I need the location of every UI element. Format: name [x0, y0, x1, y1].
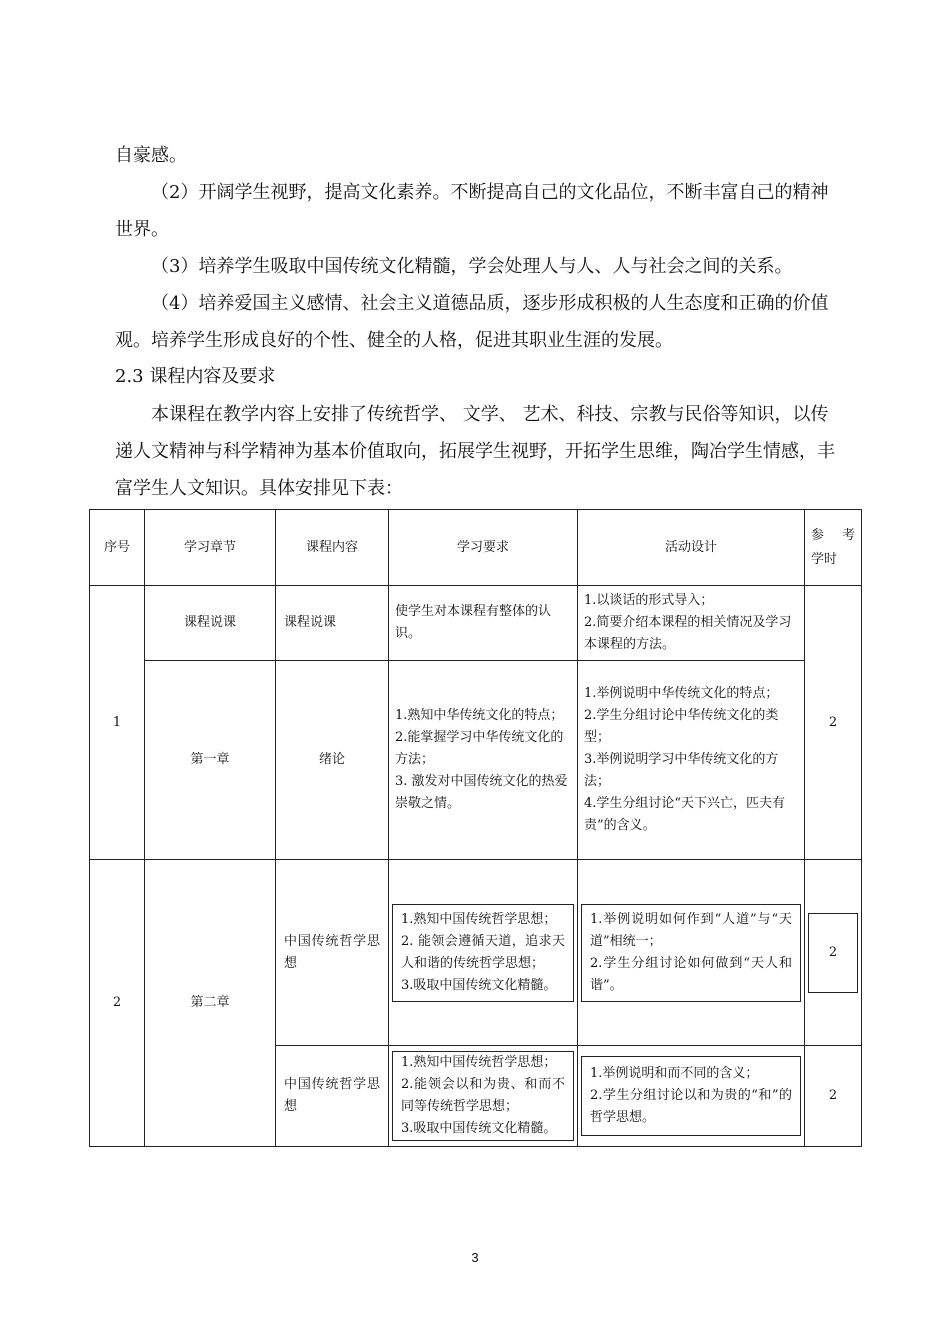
- activity-line: 1.以谈话的形式导入；: [584, 593, 714, 608]
- paragraph-objective-4: （4）培养爱国主义感情、社会主义道德品质，逐步形成积极的人生态度和正确的价值观。培养学生形成良好的个性、健全的人格，促进其职业生涯的发展。: [115, 293, 829, 351]
- requirement-line: 2.能领会以和为贵、和而不同等传统哲学思想；: [401, 1077, 565, 1114]
- activity-line: 3.举例说明学习中华传统文化的方法；: [584, 752, 779, 789]
- header-hours: [805, 510, 862, 586]
- row-activity: [578, 860, 805, 1046]
- course-table: [89, 509, 862, 1147]
- row-content: 中国传统哲学思想: [276, 860, 389, 1046]
- page-number: 3: [471, 1250, 479, 1265]
- activity-line: 1.举例说明和而不同的含义；: [590, 1066, 759, 1081]
- row-activity: [578, 586, 805, 661]
- activity-line: 1.举例说明中华传统文化的特点；: [584, 686, 779, 701]
- row-num: 2: [90, 860, 145, 1147]
- row-hours: 2: [805, 1046, 862, 1147]
- row-chapter: 第二章: [145, 860, 276, 1147]
- row-hours: [805, 860, 862, 1046]
- header-chapter: 学习章节: [145, 510, 276, 586]
- activity-line: 1.举例说明如何作到“人道”与“天道”相统一；: [590, 911, 792, 949]
- row-requirement: [389, 1046, 578, 1147]
- requirement-box: [392, 1051, 574, 1141]
- header-content: 课程内容: [276, 510, 389, 586]
- requirement-box: [392, 904, 574, 1002]
- requirement-line: 3.吸取中国传统文化精髓。: [401, 1121, 557, 1136]
- requirement-line: 2.能掌握学习中华传统文化的方法；: [395, 730, 564, 767]
- row-hours: 2: [805, 586, 862, 860]
- row-requirement: [389, 860, 578, 1046]
- row-chapter: 第一章: [145, 661, 276, 860]
- requirement-line: 1.熟知中国传统哲学思想；: [401, 1055, 557, 1070]
- header-hours-line2: 学时: [811, 551, 838, 567]
- header-num: 序号: [90, 510, 145, 586]
- row-content: 课程说课: [276, 586, 389, 661]
- row-chapter: 课程说课: [145, 586, 276, 661]
- header-activity: 活动设计: [578, 510, 805, 586]
- requirement-line: 使学生对本课程有整体的认识。: [395, 604, 552, 641]
- activity-box: [581, 1056, 801, 1136]
- row-requirement: [389, 586, 578, 661]
- activity-box: [581, 904, 801, 1002]
- table-row: [90, 586, 862, 661]
- row-activity: [578, 1046, 805, 1147]
- activity-line: 2.简要介绍本课程的相关情况及学习本课程的方法。: [584, 615, 792, 652]
- table-row: [90, 860, 862, 1046]
- row-activity: [578, 661, 805, 860]
- activity-line: 4.学生分组讨论“天下兴亡，匹夫有责”的含义。: [584, 796, 786, 833]
- header-hours-line1: 参 考: [811, 527, 855, 543]
- requirement-line: 3. 激发对中国传统文化的热爱崇敬之情。: [395, 774, 568, 811]
- requirement-line: 1.熟知中华传统文化的特点；: [395, 708, 564, 723]
- row-requirement: [389, 661, 578, 860]
- paragraph-objective-3: （3）培养学生吸取中国传统文化精髓，学会处理人与人、人与社会之间的关系。: [151, 256, 793, 277]
- requirement-line: 1.熟知中国传统哲学思想；: [401, 911, 557, 927]
- row-content: 绪论: [276, 661, 389, 860]
- table-row: [90, 661, 862, 860]
- row-num: 1: [90, 586, 145, 860]
- header-requirement: 学习要求: [389, 510, 578, 586]
- paragraph-continuation: 自豪感。: [115, 145, 187, 166]
- requirement-line: 2. 能领会遵循天道，追求天人和谐的传统哲学思想；: [401, 933, 565, 971]
- row-content: 中国传统哲学思想: [276, 1046, 389, 1147]
- activity-line: 2.学生分组讨论中华传统文化的类型；: [584, 708, 779, 745]
- section-heading: 2.3 课程内容及要求: [115, 366, 276, 387]
- hours-box: 2: [808, 913, 858, 993]
- table-header-row: [90, 510, 862, 586]
- paragraph-objective-2: （2）开阔学生视野，提高文化素养。不断提高自己的文化品位，不断丰富自己的精神世界。: [115, 182, 829, 240]
- activity-line: 2.学生分组讨论如何做到“天人和谐”。: [590, 955, 792, 993]
- paragraph-intro: 本课程在教学内容上安排了传统哲学、 文学、 艺术、科技、宗教与民俗等知识，以传递人文精神与科学精神为基本价值取向，拓展学生视野，开拓学生思维，陶冶学生情感，丰富学生人文知识。具体安排见下表：: [115, 404, 835, 499]
- activity-line: 2.学生分组讨论以和为贵的“和”的哲学思想。: [590, 1088, 792, 1125]
- requirement-line: 3.吸取中国传统文化精髓。: [401, 977, 557, 993]
